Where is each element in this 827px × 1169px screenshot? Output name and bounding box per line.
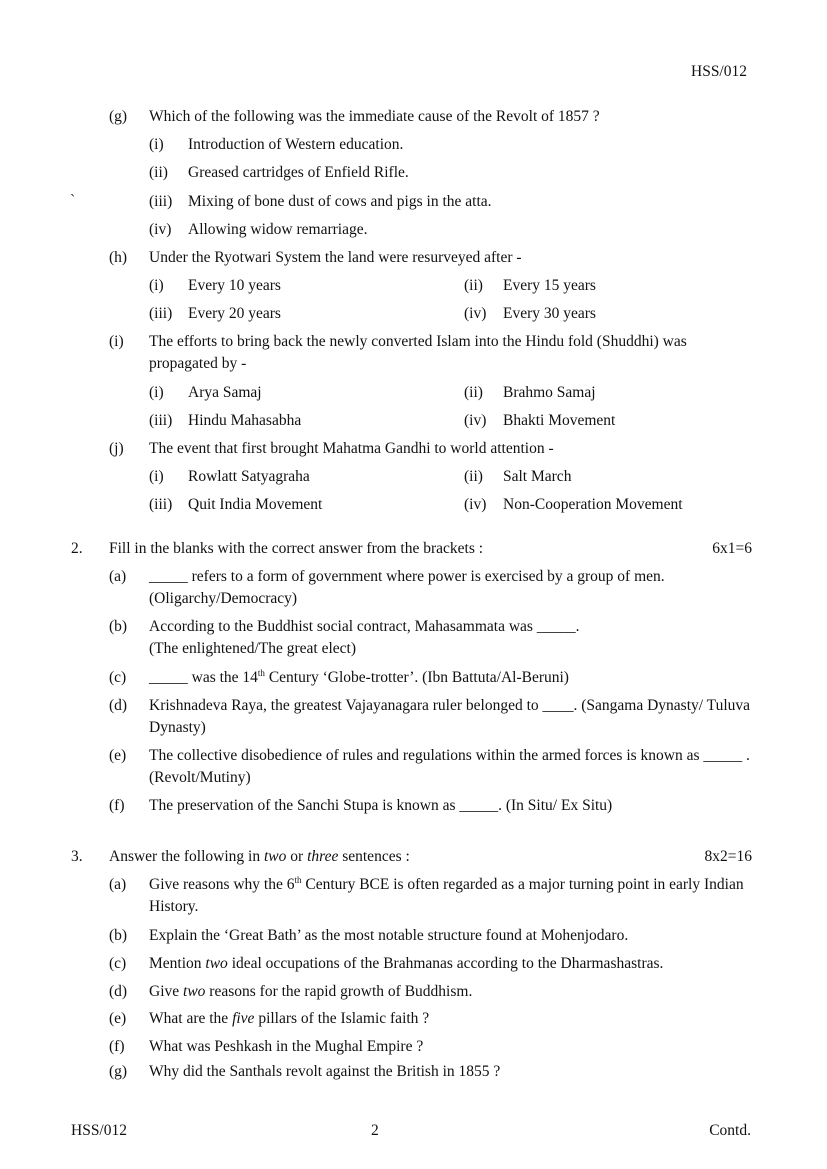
- text-part: or: [286, 848, 308, 865]
- question-text: The efforts to bring back the newly converted Islam into the Hindu fold (Shuddhi) was propagated by -: [149, 333, 687, 372]
- question-label: (c): [109, 669, 127, 686]
- stray-mark: `: [70, 192, 76, 209]
- option-text: Every 20 years: [188, 305, 281, 322]
- option-number: (ii): [464, 384, 483, 401]
- option-number: (ii): [464, 468, 483, 485]
- text-part: What are the: [149, 1010, 233, 1027]
- text-part: Century BCE is often regarded as a major turning point in early Indian History.: [149, 876, 744, 915]
- option-number: (iv): [149, 221, 172, 238]
- question-text: [149, 1008, 759, 1030]
- question-line: According to the Buddhist social contract, Mahasammata was _____.: [149, 618, 580, 635]
- section-marks: 8x2=16: [704, 848, 752, 865]
- option-text: Non-Cooperation Movement: [503, 496, 683, 513]
- question-text: Explain the ‘Great Bath’ as the most notable structure found at Mohenjodaro.: [149, 927, 629, 944]
- emphasis: two: [183, 983, 206, 1000]
- option-text: Hindu Mahasabha: [188, 412, 302, 429]
- section-heading: Fill in the blanks with the correct answer from the brackets :: [109, 540, 484, 557]
- question-number: 2.: [71, 540, 83, 557]
- option-text: Brahmo Samaj: [503, 384, 596, 401]
- question-label: (f): [109, 797, 125, 814]
- option-number: (iv): [464, 496, 487, 513]
- question-text: [149, 616, 759, 660]
- question-text: The event that first brought Mahatma Gandhi to world attention -: [149, 440, 554, 457]
- question-label: (c): [109, 955, 127, 972]
- text-part: sentences :: [338, 848, 410, 865]
- section-marks: 6x1=6: [712, 540, 752, 557]
- question-label: (d): [109, 983, 128, 1000]
- superscript: th: [257, 667, 265, 678]
- option-number: (iv): [464, 412, 487, 429]
- option-text: Arya Samaj: [188, 384, 262, 401]
- option-text: Quit India Movement: [188, 496, 323, 513]
- option-number: (i): [149, 468, 164, 485]
- section-heading: [109, 848, 410, 866]
- emphasis: two: [205, 955, 228, 972]
- text-part: pillars of the Islamic faith ?: [254, 1010, 430, 1027]
- question-text: Which of the following was the immediate cause of the Revolt of 1857 ?: [149, 108, 600, 125]
- option-number: (iii): [149, 496, 173, 513]
- option-number: (iii): [149, 193, 173, 210]
- text-part: Answer the following in: [109, 848, 264, 865]
- text-part: _____ was the 14: [149, 669, 258, 686]
- question-label: (d): [109, 697, 128, 714]
- question-text: [149, 667, 759, 689]
- question-text: Why did the Santhals revolt against the British in 1855 ?: [149, 1063, 501, 1080]
- question-text: [149, 953, 759, 975]
- option-number: (ii): [464, 277, 483, 294]
- superscript: th: [294, 874, 302, 885]
- option-number: (i): [149, 384, 164, 401]
- option-text: Rowlatt Satyagraha: [188, 468, 310, 485]
- question-label: (a): [109, 568, 127, 585]
- question-label: (e): [109, 1010, 127, 1027]
- question-line: (The enlightened/The great elect): [149, 640, 356, 657]
- question-text: What was Peshkash in the Mughal Empire ?: [149, 1038, 424, 1055]
- question-text: Under the Ryotwari System the land were resurveyed after -: [149, 249, 522, 266]
- emphasis: two: [263, 848, 287, 865]
- option-text: Every 15 years: [503, 277, 596, 294]
- question-text: The collective disobedience of rules and regulations within the armed forces is known as _____ . (Revolt/Mutiny): [149, 747, 750, 786]
- option-text: Salt March: [503, 468, 572, 485]
- question-label: (g): [109, 1063, 128, 1080]
- question-label: (h): [109, 249, 128, 266]
- question-number: 3.: [71, 848, 83, 865]
- option-text: Introduction of Western education.: [188, 136, 404, 153]
- text-part: ideal occupations of the Brahmanas according to the Dharmashastras.: [227, 955, 664, 972]
- option-number: (iii): [149, 412, 173, 429]
- option-text: Greased cartridges of Enfield Rifle.: [188, 164, 409, 181]
- option-text: Every 10 years: [188, 277, 281, 294]
- question-label: (b): [109, 927, 128, 944]
- question-label: (e): [109, 747, 127, 764]
- option-number: (iii): [149, 305, 173, 322]
- text-part: Mention: [149, 955, 206, 972]
- text-part: reasons for the rapid growth of Buddhism.: [205, 983, 473, 1000]
- footer-code: HSS/012: [71, 1122, 127, 1139]
- option-number: (i): [149, 277, 164, 294]
- question-label: (i): [109, 333, 124, 350]
- question-label: (j): [109, 440, 124, 457]
- question-text: _____ refers to a form of government where power is exercised by a group of men. (Oligarchy/Democracy): [149, 568, 665, 607]
- text-part: Give reasons why the 6: [149, 876, 295, 893]
- page-number: 2: [371, 1122, 379, 1139]
- question-text: [149, 981, 759, 1003]
- option-text: Allowing widow remarriage.: [188, 221, 368, 238]
- option-number: (i): [149, 136, 164, 153]
- option-text: Bhakti Movement: [503, 412, 616, 429]
- option-text: Mixing of bone dust of cows and pigs in the atta.: [188, 193, 492, 210]
- footer-contd: Contd.: [709, 1122, 751, 1139]
- text-part: Give: [149, 983, 184, 1000]
- question-text: The preservation of the Sanchi Stupa is known as _____. (In Situ/ Ex Situ): [149, 797, 613, 814]
- text-part: Century ‘Globe-trotter’. (Ibn Battuta/Al-Beruni): [264, 669, 569, 686]
- question-label: (g): [109, 108, 128, 125]
- emphasis: three: [307, 848, 339, 865]
- option-text: Every 30 years: [503, 305, 596, 322]
- option-number: (ii): [149, 164, 168, 181]
- question-text: [149, 874, 759, 918]
- question-label: (f): [109, 1038, 125, 1055]
- header-code: HSS/012: [691, 63, 747, 80]
- question-text: Krishnadeva Raya, the greatest Vajayanagara ruler belonged to ____. (Sangama Dynasty/ Tuluva Dynasty): [149, 697, 751, 736]
- emphasis: five: [232, 1010, 255, 1027]
- question-label: (b): [109, 618, 128, 635]
- question-label: (a): [109, 876, 127, 893]
- option-number: (iv): [464, 305, 487, 322]
